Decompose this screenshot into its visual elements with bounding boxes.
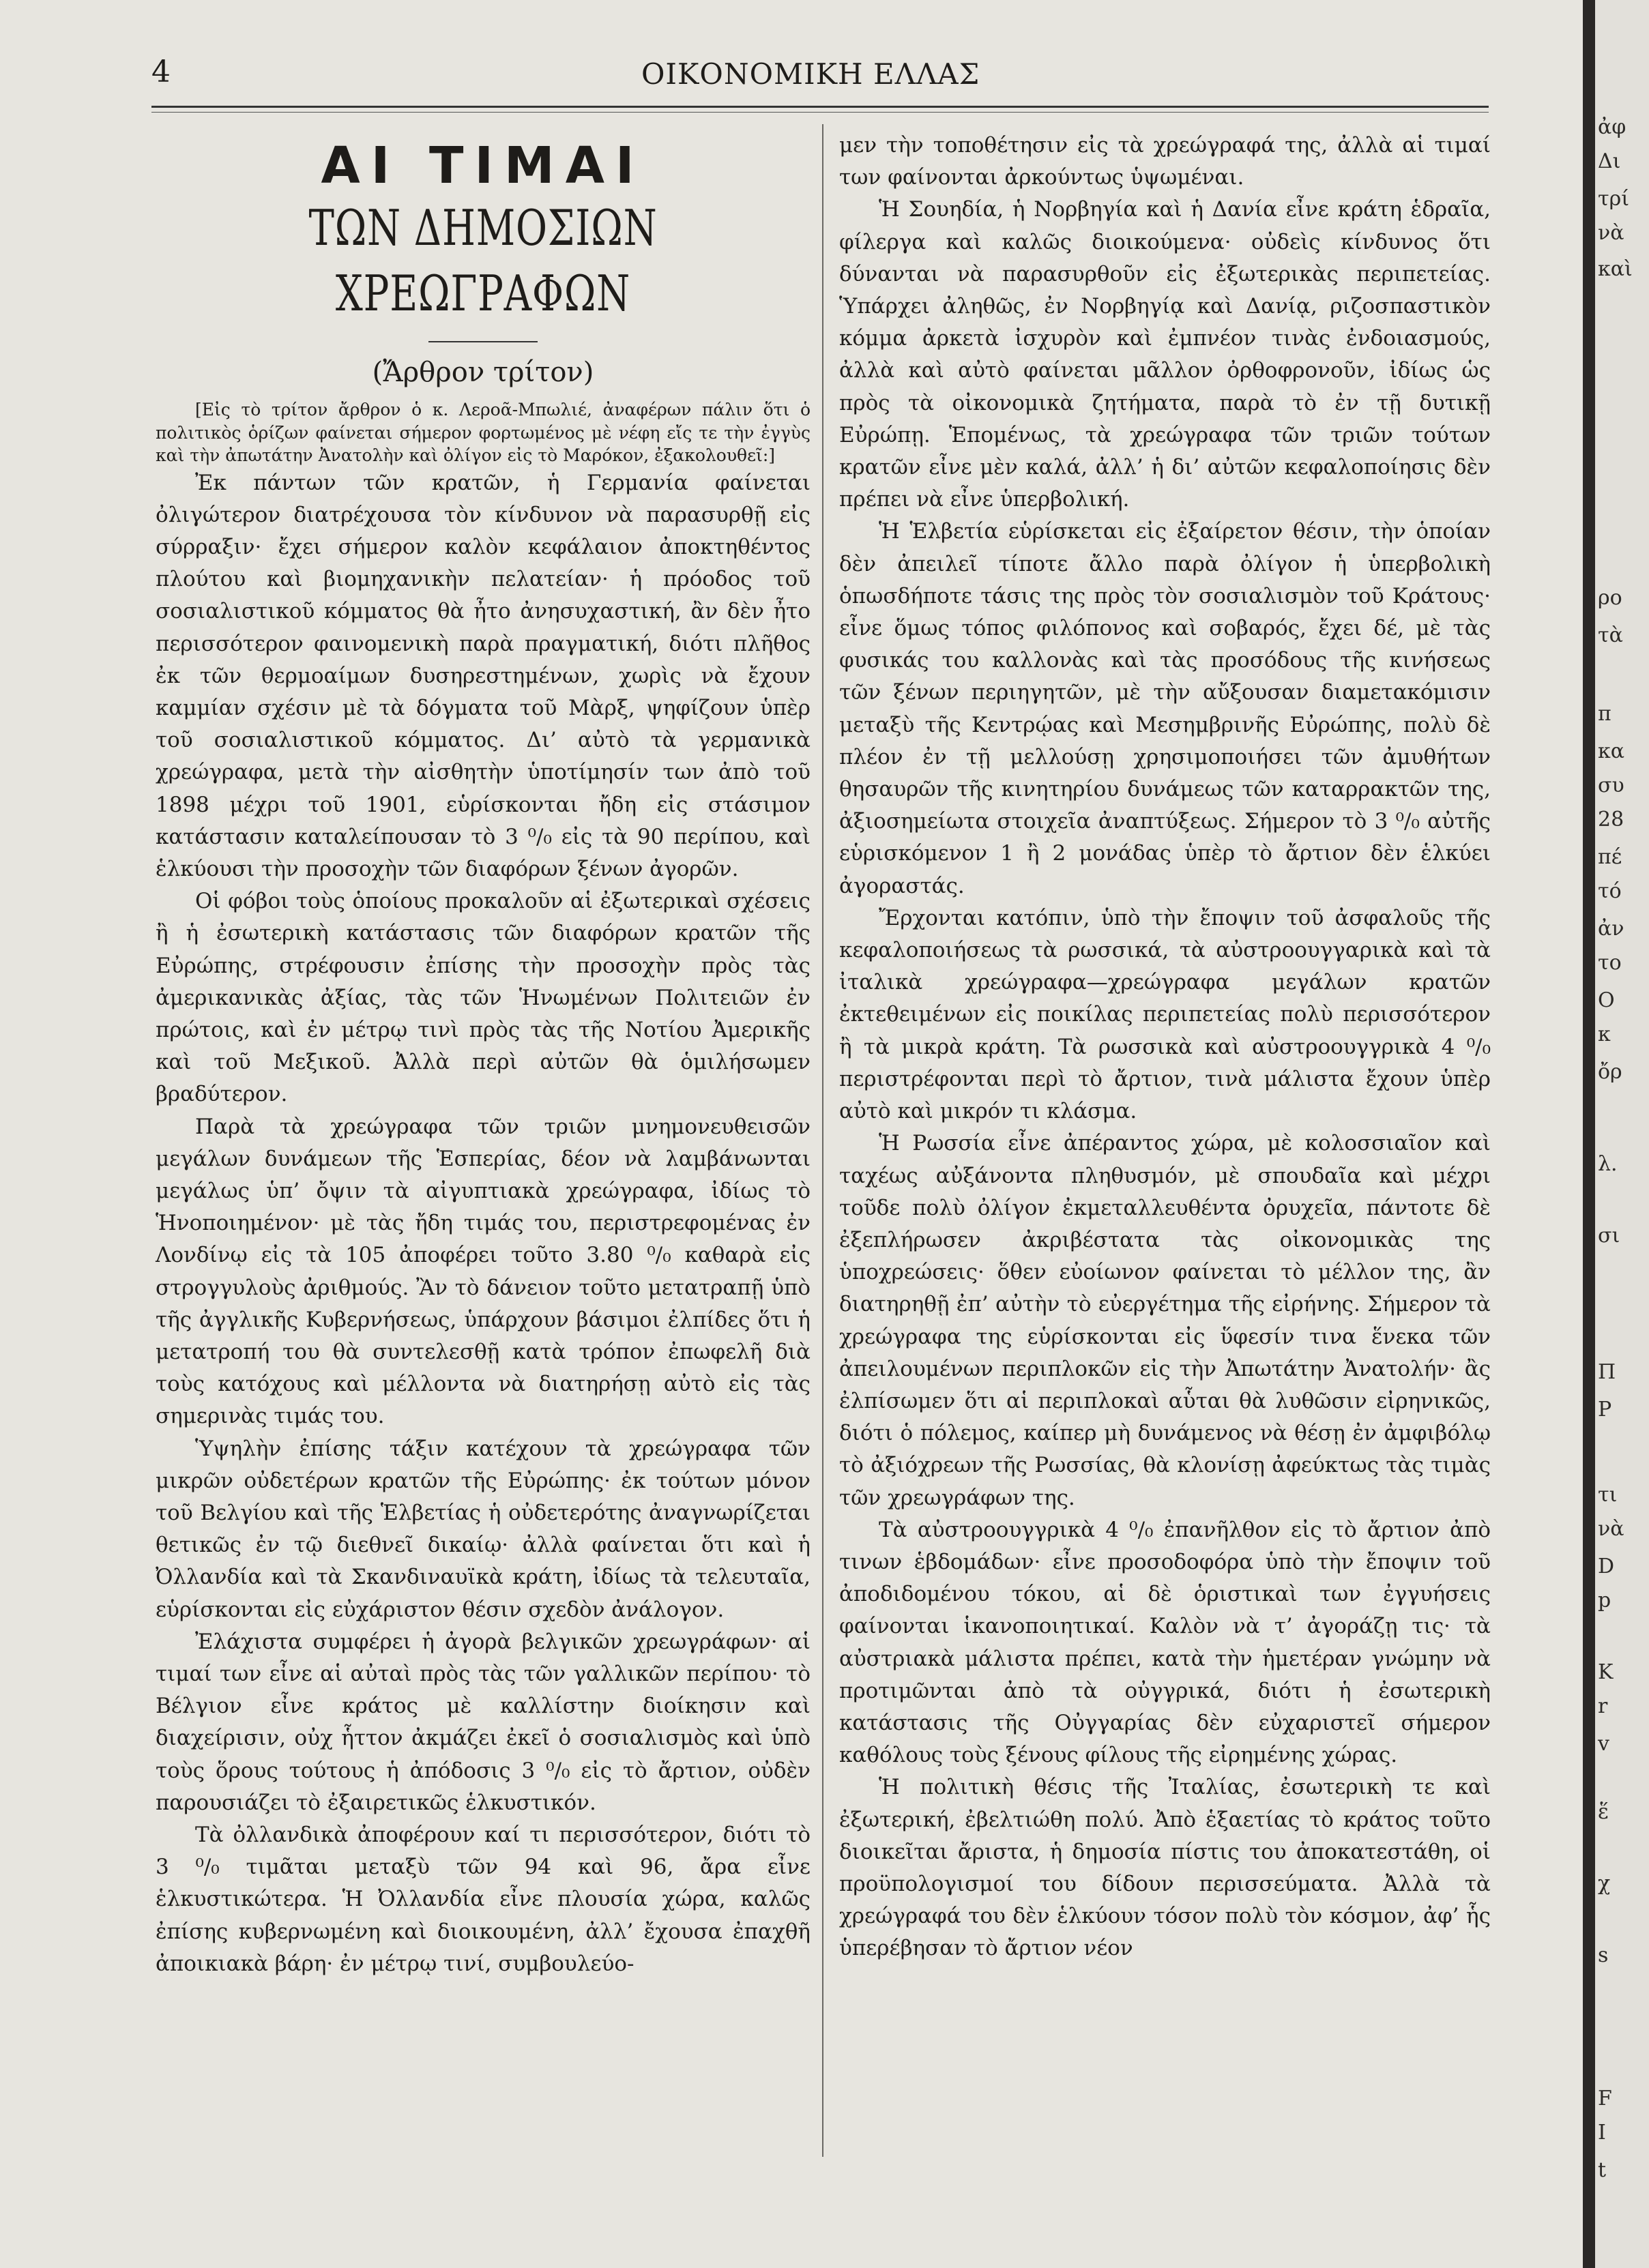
page-header — [0, 55, 1583, 102]
adjacent-page-fragment: συ — [1598, 774, 1624, 797]
adjacent-page-fragment: K — [1598, 1660, 1614, 1684]
left-paragraph-4: Ὑψηλὴν ἐπίσης τάξιν κατέχουν τὰ χρεώγραφα τῶν μικρῶν οὐδετέρων κρατῶν τῆς Εὐρώπης· ἐκ τούτων μόνον τοῦ Βελγίου καὶ τῆς Ἑλβετίας ἡ οὐδετερότης ἀναγνωρίζεται θετικῶς ἐν τῷ διεθνεῖ δικαίῳ· ἀλλὰ φαίνεται ὅτι καὶ ἡ Ὀλλανδία καὶ τὰ Σκανδιναυϊκὰ κράτη, ἰδίως τὰ τελευταῖα, εὑρίσκονται εἰς εὐχάριστον θέσιν σχεδὸν ἀνάλογον. — [156, 1436, 811, 1622]
adjacent-page-fragment: νὰ — [1598, 221, 1624, 245]
adjacent-page-fragment: 28 — [1598, 808, 1624, 831]
adjacent-page-edge — [1595, 0, 1649, 2268]
adjacent-page-fragment: t — [1598, 2158, 1607, 2182]
adjacent-page-fragment: v — [1598, 1732, 1609, 1756]
left-paragraph-2: Οἱ φόβοι τοὺς ὁποίους προκαλοῦν αἱ ἐξωτερικαὶ σχέσεις ἢ ἡ ἐσωτερικὴ κατάστασις τῶν διαφόρων κρατῶν τῆς Εὐρώπης, στρέφουσιν ἐπίσης τὴν προσοχὴν πρὸς τὰς ἀμερικανικὰς ἀξίας, τὰς τῶν Ἡνωμένων Πολιτειῶν ἐν πρώτοις, καὶ ἐν μέτρῳ τινὶ πρὸς τὰς τῆς Νοτίου Ἀμερικῆς καὶ τοῦ Μεξικοῦ. Ἀλλὰ περὶ αὐτῶν θὰ ὁμιλήσωμεν βραδύτερον. — [156, 889, 811, 1107]
adjacent-page-fragment: τό — [1598, 879, 1622, 903]
adjacent-page-fragment: κα — [1598, 739, 1625, 763]
adjacent-page-fragment: τὰ — [1598, 623, 1623, 647]
adjacent-page-fragment: κ — [1598, 1022, 1611, 1046]
adjacent-page-fragment: I — [1598, 2121, 1606, 2145]
right-paragraph-3: Ἡ Ἑλβετία εὑρίσκεται εἰς ἐξαίρετον θέσιν, τὴν ὁποίαν δὲν ἀπειλεῖ τίποτε ἄλλο παρὰ ὀλίγον ἡ ὑπερβολικὴ ὁπωσδήποτε τάσις της πρὸς τὸν σοσιαλισμὸν τοῦ Κράτους· εἶνε ὅμως τόπος φιλόπονος καὶ σοβαρός, ἔχει δέ, μὲ τὰς φυσικάς του καλλονὰς καὶ τὰς προσόδους τῆς κινήσεως τῶν ξένων περιηγητῶν, μὲ τὴν αὔξουσαν διαμετακόμισιν μεταξὺ τῆς Κεντρῴας καὶ Μεσημβρινῆς Εὐρώπης, πολὺ δὲ πλέον ἐν τῇ μελλούσῃ χρησιμοποιήσει τῶν ἀμυθήτων θησαυρῶν τῆς κινητηρίου δυνάμεως τῶν καταρρακτῶν της, ἀξιοσημείωτα στοιχεῖα ἀναπτύξεως. Σήμερον τὸ 3 ⁰/₀ αὐτῆς εὑρισκόμενον 1 ἢ 2 μονάδας ὑπὲρ τὸ ἄρτιον δὲν ἑλκύει ἀγοραστάς. — [839, 519, 1491, 898]
adjacent-page-fragment: καὶ — [1598, 257, 1633, 281]
adjacent-page-fragment: π — [1598, 702, 1611, 726]
article-title-line1: ΑΙ ΤΙΜΑΙ — [321, 136, 645, 195]
adjacent-page-fragment: p — [1598, 1589, 1611, 1612]
adjacent-page-fragment: F — [1598, 2087, 1612, 2110]
adjacent-page-fragment: τρί — [1598, 187, 1629, 211]
header-rule-thin — [151, 112, 1489, 113]
adjacent-page-fragment: ἕ — [1598, 1800, 1609, 1824]
adjacent-page-fragment: τι — [1598, 1483, 1618, 1507]
right-column — [839, 130, 1491, 1965]
adjacent-page-fragment: ὄρ — [1598, 1060, 1622, 1084]
left-paragraph-6: Τὰ ὀλλανδικὰ ἀποφέρουν καί τι περισσότερον, διότι τὸ 3 ⁰/₀ τιμᾶται μεταξὺ τῶν 94 καὶ 96, ἄρα εἶνε ἑλκυστικώτερα. Ἡ Ὀλλανδία εἶνε πλουσία χώρα, καλῶς ἐπίσης κυβερνωμένη καὶ διοικουμένη, ἀλλ’ ἔχουσα ἐπαχθῆ ἀποικιακὰ βάρη· ἐν μέτρῳ τινί, συμβουλεύο- — [156, 1823, 811, 1976]
adjacent-page-fragment: χ — [1598, 1872, 1611, 1896]
adjacent-page-fragment: ἀν — [1598, 917, 1624, 941]
adjacent-page-fragment: r — [1598, 1694, 1608, 1718]
adjacent-page-fragment: ρο — [1598, 586, 1622, 610]
article-title-line2: ΤΩΝ ΔΗΜΟΣΙΩΝ ΧΡΕΩΓΡΑΦΩΝ — [308, 199, 658, 322]
left-paragraph-5: Ἐλάχιστα συμφέρει ἡ ἀγορὰ βελγικῶν χρεωγράφων· αἱ τιμαί των εἶνε αἱ αὐταὶ πρὸς τὰς τῶν γαλλικῶν περίπου· τὸ Βέλγιον εἶνε κράτος μὲ καλλίστην διοίκησιν καὶ διαχείρισιν, οὐχ ἧττον ἀκμάζει ἐκεῖ ὁ σοσιαλισμὸς καὶ ὑπὸ τοὺς ὅρους τούτους ἡ ἀπόδοσις 3 ⁰/₀ εἰς τὸ ἄρτιον, οὐδὲν παρουσιάζει τὸ ἐξαιρετικῶς ἑλκυστικόν. — [156, 1629, 811, 1815]
right-paragraph-1: μεν τὴν τοποθέτησιν εἰς τὰ χρεώγραφά της, ἀλλὰ αἱ τιμαί των φαίνονται ἀρκούντως ὑψωμέναι. — [839, 133, 1491, 190]
article-subtitle: (Ἄρθρον τρίτον) — [372, 357, 594, 388]
header-rule — [151, 106, 1489, 108]
left-paragraph-1: Ἐκ πάντων τῶν κρατῶν, ἡ Γερμανία φαίνεται ὀλιγώτερον διατρέχουσα τὸν κίνδυνον νὰ παρασυρθῇ εἰς σύρραξιν· ἔχει σήμερον καλὸν κεφάλαιον ἀποκτηθέντος πλούτου καὶ βιομηχανικὴν πελατείαν· ἡ πρόοδος τοῦ σοσιαλιστικοῦ κόμματος θὰ ἦτο ἀνησυχαστική, ἂν δὲν ἦτο περισσότερον φαινομενικὴ παρὰ πραγματική, διότι πλῆθος ἐκ τῶν θερμοαίμων δυσηρεστημένων, χωρὶς νὰ ἔχουν καμμίαν σχέσιν μὲ τὰ δόγματα τοῦ Μὰρξ, ψηφίζουν ὑπὲρ τοῦ σοσιαλιστικοῦ κόμματος. Δι’ αὐτὸ τὰ γερμανικὰ χρεώγραφα, μετὰ τὴν αἰσθητὴν ὑποτίμησίν των ἀπὸ τοῦ 1898 μέχρι τοῦ 1901, εὑρίσκονται ἤδη εἰς στάσιμον κατάστασιν καταλείπουσαν τὸ 3 ⁰/₀ εἰς τὰ 90 περίπου, καὶ ἑλκύουσι τὴν προσοχὴν τῶν διαφόρων ξένων ἀγορῶν. — [156, 470, 811, 881]
right-paragraph-5: Ἡ Ρωσσία εἶνε ἀπέραντος χώρα, μὲ κολοσσιαῖον καὶ ταχέως αὐξάνοντα πληθυσμόν, μὲ σπουδαῖα καὶ μέχρι τοῦδε πολὺ ὀλίγον ἐκμεταλλευθέντα ὀρυχεῖα, πάντοτε δὲ ἐξεπλήρωσεν ἀκριβέστατα τὰς οἰκονομικὰς της ὑποχρεώσεις· ὅθεν εὐοίωνον φαίνεται τὸ μέλλον της, ἂν διατηρηθῇ ἐπ’ αὐτὴν τὸ εὐεργέτημα τῆς εἰρήνης. Σήμερον τὰ χρεώγραφα της εὑρίσκονται εἰς ὕφεσίν τινα ἕνεκα τῶν ἀπειλουμένων περιπλοκῶν εἰς τὴν Ἀπωτάτην Ἀνατολήν· ἂς ἐλπίσωμεν ὅτι αἱ περιπλοκαὶ αὗται θὰ λυθῶσιν εἰρηνικῶς, διότι ὁ πόλεμος, καίπερ μὴ δυνάμενος νὰ θέσῃ ἐν ἀμφιβόλῳ τὸ ἀξιόχρεων τῆς Ρωσσίας, θὰ κλονίσῃ ἀφεύκτως τὰς τιμὰς τῶν χρεωγράφων της. — [839, 1131, 1491, 1510]
adjacent-page-fragment: λ. — [1598, 1152, 1618, 1176]
left-paragraph-3: Παρὰ τὰ χρεώγραφα τῶν τριῶν μνημονευθεισῶν μεγάλων δυνάμεων τῆς Ἑσπερίας, δέον νὰ λαμβάνωνται μεγάλως ὑπ’ ὄψιν τὰ αἰγυπτιακὰ χρεώγραφα, ἰδίως τὸ Ἡνοποιημένον· μὲ τὰς ἤδη τιμάς του, περιστρεφομένας ἐν Λονδίνῳ εἰς τὰ 105 ἀποφέρει τοῦτο 3.80 ⁰/₀ καθαρὰ εἰς στρογγυλοὺς ἀριθμούς. Ἂν τὸ δάνειον τοῦτο μετατραπῇ ὑπὸ τῆς ἀγγλικῆς Κυβερνήσεως, ὑπάρχουν βάσιμοι ἐλπίδες ὅτι ἡ μετατροπή του θὰ συντελεσθῇ κατὰ τρόπον ἐπωφελῆ διὰ τοὺς κατόχους καὶ μέλλοντα νὰ διατηρήσῃ αὐτὸ εἰς τὰς σημερινὰς τιμάς του. — [156, 1114, 811, 1429]
right-paragraph-4: Ἔρχονται κατόπιν, ὑπὸ τὴν ἔποψιν τοῦ ἀσφαλοῦς τῆς κεφαλοποιήσεως τὰ ρωσσικά, τὰ αὐστροουγγαρικὰ καὶ τὰ ἰταλικὰ χρεώγραφα—χρεώγραφα μεγάλων κρατῶν ἐκτεθειμένων εἰς ποικίλας περιπετείας πολὺ περισσότερον ἢ τὰ μικρὰ κράτη. Τὰ ρωσσικὰ καὶ αὐστροουγγρικὰ 4 ⁰/₀ περιστρέφονται περὶ τὸ ἄρτιον, τινὰ μάλιστα ἔχουν ὑπὲρ αὐτὸ καὶ μικρόν τι κλάσμα. — [839, 905, 1491, 1124]
binding-gutter — [1583, 0, 1595, 2268]
adjacent-page-fragment: σι — [1598, 1224, 1620, 1248]
adjacent-page-fragment: s — [1598, 1943, 1609, 1967]
left-column — [156, 130, 811, 1980]
editor-note: [Εἰς τὸ τρίτον ἄρθρον ὁ κ. Λεροᾶ-Μπωλιέ, ἀναφέρων πάλιν ὅτι ὁ πολιτικὸς ὁρίζων φαίνεται σήμερον φορτωμένος μὲ νέφη εἴς τε τὴν ἐγγὺς καὶ τὴν ἀπωτάτην Ἀνατολὴν καὶ ὀλίγον εἰς τὸ Μαρόκον, ἐξακολουθεῖ:] — [156, 400, 811, 465]
adjacent-page-fragment: Ο — [1598, 988, 1615, 1012]
title-divider — [428, 341, 538, 342]
right-paragraph-2: Ἡ Σουηδία, ἡ Νορβηγία καὶ ἡ Δανία εἶνε κράτη ἑδραῖα, φίλεργα καὶ καλῶς διοικούμενα· οὐδεὶς κίνδυνος ὅτι δύνανται νὰ παρασυρθοῦν εἰς ἐξωτερικὰς περιπετείας. Ὑπάρχει ἀληθῶς, ἐν Νορβηγίᾳ καὶ Δανίᾳ, ριζοσπαστικὸν κόμμα ἀρκετὰ ἰσχυρὸν καὶ ἐμπνέον τινὰς ἐνδοιασμούς, ἀλλὰ καὶ αὐτὸ φαίνεται μᾶλλον ὀρθοφρονοῦν, ἰδίως ὡς πρὸς τὰ οἰκονομικὰ ζητήματα, παρὰ τὸ ἐν τῇ δυτικῇ Εὐρώπῃ. Ἑπομένως, τὰ χρεώγραφα τῶν τριῶν τούτων κρατῶν εἶνε μὲν καλά, ἀλλ’ ἡ δι’ αὐτῶν κεφαλοποίησις δὲν πρέπει νὰ εἶνε ὑπερβολική. — [839, 197, 1491, 512]
running-title: ΟΙΚΟΝΟΜΙΚΗ ΕΛΛΑΣ — [641, 57, 980, 91]
column-divider — [822, 124, 823, 2157]
right-paragraph-6: Τὰ αὐστροουγγρικὰ 4 ⁰/₀ ἐπανῆλθον εἰς τὸ ἄρτιον ἀπὸ τινων ἑβδομάδων· εἶνε προσοδοφόρα ὑπὸ τὴν ἔποψιν τοῦ ἀποδιδομένου τόκου, αἱ δὲ ὁριστικαὶ των ἐγγυήσεις φαίνονται ἱκανοποιητικαί. Καλὸν νὰ τ’ ἀγοράζῃ τις· τὰ αὐστριακὰ μάλιστα πρέπει, κατὰ τὴν ἡμετέραν γνώμην νὰ προτιμῶνται ἀπὸ τὰ οὐγγρικά, διότι ἡ ἐσωτερικὴ κατάστασις τῆς Οὐγγαρίας δὲν εὐχαριστεῖ σήμερον καθόλους τοὺς ξένους φίλους τῆς εἰρημένης χώρας. — [839, 1517, 1491, 1768]
adjacent-page-fragment: Π — [1598, 1360, 1616, 1384]
adjacent-page-fragment: Δι — [1598, 149, 1621, 173]
adjacent-page-fragment: ἀφ — [1598, 115, 1626, 139]
adjacent-page-fragment: D — [1598, 1555, 1615, 1578]
adjacent-page-fragment: νὰ — [1598, 1517, 1624, 1541]
adjacent-page-fragment: πέ — [1598, 845, 1622, 869]
adjacent-page-fragment: το — [1598, 951, 1622, 975]
page-number: 4 — [151, 55, 171, 89]
right-paragraph-7: Ἡ πολιτικὴ θέσις τῆς Ἰταλίας, ἐσωτερικὴ τε καὶ ἐξωτερική, ἐβελτιώθη πολύ. Ἀπὸ ἑξαετίας τὸ κράτος τοῦτο διοικεῖται ἄριστα, ἡ δημοσία πίστις του ἀποκατεστάθη, οἱ προϋπολογισμοί του δίδουν περισσεύματα. Ἀλλὰ τὰ χρεώγραφά του δὲν ἑλκύουν τόσον πολὺ τὸν κόσμον, ἀφ’ ἧς ὑπερέβησαν τὸ ἄρτιον νέον — [839, 1775, 1491, 1961]
adjacent-page-fragment: Ρ — [1598, 1398, 1612, 1422]
